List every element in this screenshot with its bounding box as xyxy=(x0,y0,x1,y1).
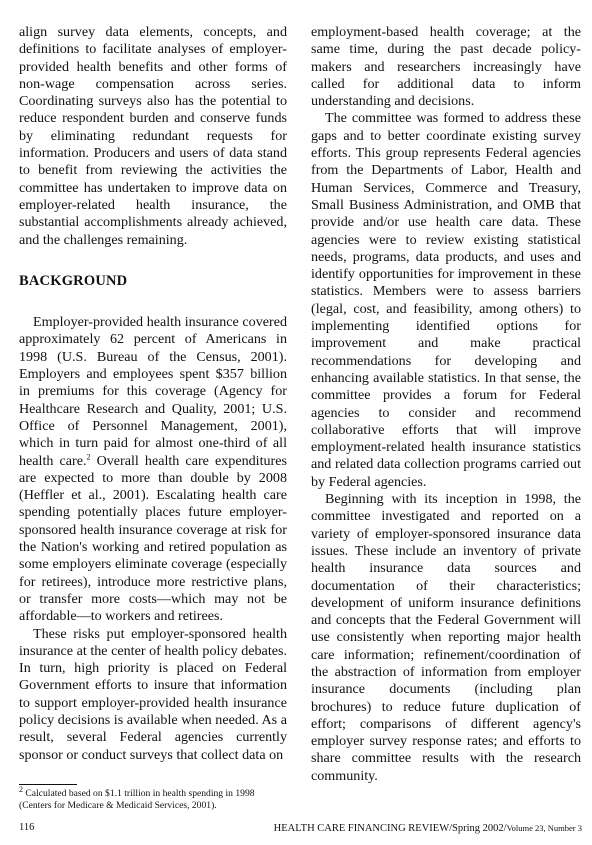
right-column xyxy=(311,24,581,785)
footnote-body: Calculated based on $1.1 trillion in health spending in 1998 (Centers for Medicare & Medicaid Services, 2001). xyxy=(19,788,255,811)
footnote-marker: 2 xyxy=(19,784,23,794)
section-heading-background: BACKGROUND xyxy=(19,272,128,289)
paragraph-text: Employer-provided health insurance covered approximately 62 percent of Americans in 1998 (U.S. Bureau of the Census, 2001). Employers and employees spent $357 billion in premiums for this coverage (Agency for Healthcare Research and Quality, 2001; U.S. Office of Personnel Management, 2001), which in turn paid for almost one-third of all health care. xyxy=(19,314,287,469)
paragraph-risks: These risks put employer-sponsored health insurance at the center of health policy debates. In turn, high priority is placed on Federal Government efforts to insure that information to support employer-provided health insurance policy decisions is available when needed. As a result, several Federal agencies currently sponsor or conduct surveys that collect data on xyxy=(19,625,287,763)
paragraph-coverage-continued: employment-based health coverage; at the same time, during the past decade policy-makers and researchers increasingly have called for additional data to inform understanding and decisions. xyxy=(311,24,581,110)
left-column xyxy=(19,24,287,764)
footnote-divider xyxy=(19,784,77,785)
footnote-text xyxy=(19,784,287,811)
paragraph-committee-activities: Beginning with its inception in 1998, the committee investigated and reported on a variety of employer-sponsored insurance data issues. These include an inventory of private health insurance data sources and documentation of their characteristics; development of uniform insurance definitions and concepts that the Federal Government will use consistently when reporting major health care information; refinement/coordination of the abstraction of information from employer insurance documents (including plan brochures) to reduce future duplication of effort; comparisons of different agency's employer survey response rates; and efforts to share committee results with the research community. xyxy=(311,491,581,784)
journal-title: HEALTH CARE FINANCING REVIEW/Spring 2002/ xyxy=(273,823,507,834)
paragraph-committee-formed: The committee was formed to address these gaps and to better coordinate existing survey efforts. This group represents Federal agencies from the Departments of Labor, Health and Human Services, Commerce and Treasury, Small Business Administration, and OMB that provide and/or use health care data. These agencies were to review existing statistical needs, programs, data products, and uses and identify opportunities for improvement in these statistics. Members were to assess barriers (legal, cost, and feasibility, among others) to implementing identified options for improvement and make practical recommendations for developing and enhancing available statistics. In that sense, the committee provides a forum for Federal agencies to consider and recommend collaborative efforts that will improve employment-related health insurance statistics and related data collection programs carried out by Federal agencies. xyxy=(311,110,581,490)
footnote xyxy=(19,784,287,811)
journal-citation xyxy=(274,822,582,835)
journal-volume: Volume 23, Number 3 xyxy=(506,823,582,833)
paragraph-intro-continued: align survey data elements, concepts, and definitions to facilitate analyses of employer-provided health benefits and other forms of non-wage compensation across series. Coordinating surveys also has the potential to reduce respondent burden and conserve funds by eliminating redundant requests for information. Producers and users of data stand to benefit from reviewing the activities the committee has undertaken to improve data on employer-related health insurance, the substantial accomplishments already achieved, and the challenges remaining. xyxy=(19,24,287,248)
paragraph-employer-coverage xyxy=(19,314,287,625)
paragraph-text: Overall health care expenditures are expected to more than double by 2008 (Heffler et al., 2001). Escalating health care spending potentially places future employer-sponsored health insurance coverage at risk for the Nation's working and retired population as some employers eliminate coverage (especially for retirees), introduce more restrictive plans, or transfer more costs—which may not be affordable—to workers and retirees. xyxy=(19,452,287,625)
footnote-reference: 2 xyxy=(86,451,91,461)
page-number: 116 xyxy=(19,822,35,833)
